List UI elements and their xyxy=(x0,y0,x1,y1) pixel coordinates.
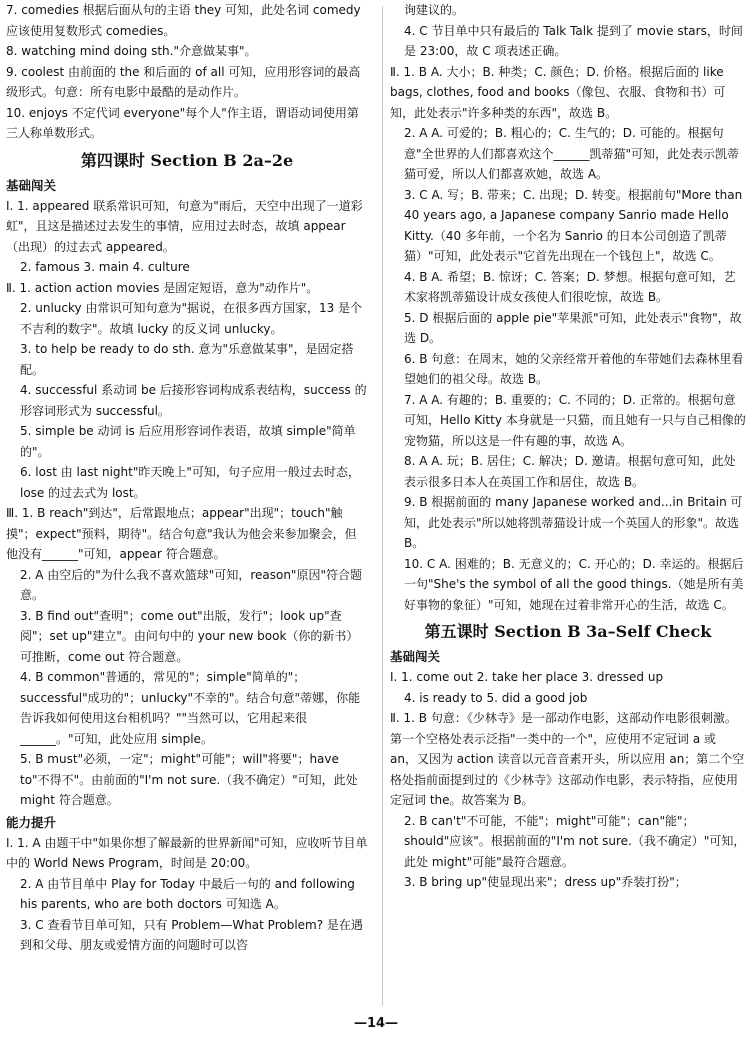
answer-item: 9. B 根据前面的 many Japanese worked and...in Britain 可知，此处表示"所以她将凯蒂猫设计成一个英国人的形象"。故选 B。 xyxy=(404,495,743,550)
lesson-title: 第五课时 Section B 3a–Self Check xyxy=(424,622,712,641)
answer-item: 6. lost 由 last night"昨天晚上"可知，句子应用一般过去时态，lose 的过去式为 lost。 xyxy=(20,465,360,500)
answer-item: 2. A 由节目单中 Play for Today 中最后一句的 and following his parents, who are both doctors 可知选 A。 xyxy=(20,876,355,911)
answer-item: 9. coolest 由前面的 the 和后面的 of all 可知，应用形容词的最高级形式。句意：所有电影中最酷的是动作片。 xyxy=(6,64,361,99)
answer-item: Ⅱ. 1. B 句意：《少林寺》是一部动作电影，这部动作电影很刺激。第一个空格处表示泛指"一类中的一个"，应使用不定冠词 a 或 an，又因为 action 读音以元音音素开头，所以应用 an；第二个空格处指前面提到过的《少林寺》这部动作电影，表示特指，应使用定冠词 the。故答案为 B。 xyxy=(390,711,745,807)
left-column xyxy=(6,0,368,956)
lesson-title: 第四课时 Section B 2a–2e xyxy=(80,150,294,170)
section-heading: 基础闯关 xyxy=(6,177,57,193)
answer-item: 3. C A. 写；B. 带来；C. 出现；D. 转变。根据前句"More than 40 years ago, a Japanese company Sanrio made Hello Kitty.（40 多年前，一个名为 Sanrio 的日本公司创造了凯蒂猫）"可知，此处表示"它首先出现在一个钱包上"，故选 C。 xyxy=(404,187,743,263)
answer-item: Ⅰ. 1. come out 2. take her place 3. dressed up xyxy=(390,670,664,684)
answer-item: 8. A A. 玩；B. 居住；C. 解决；D. 邀请。根据句意可知，此处表示很多日本人在英国工作和居住，故选 B。 xyxy=(404,454,736,489)
column-divider xyxy=(382,6,383,1006)
section-heading: 能力提升 xyxy=(6,814,57,830)
answer-item: 4. C 节目单中只有最后的 Talk Talk 提到了 movie stars，时间是 23:00，故 C 项表述正确。 xyxy=(404,23,743,58)
answer-item: 5. simple be 动词 is 后应用形容词作表语，故填 simple"简单的"。 xyxy=(20,424,356,459)
answer-item: 10. C A. 困难的；B. 无意义的；C. 开心的；D. 幸运的。根据后一句"She's the symbol of all the good things.（她是所有美好事物的象征）"可知，她现在过着非常开心的生活，故选 C。 xyxy=(404,556,744,612)
answer-item: 3. C 查看节目单可知，只有 Problem—What Problem? 是在遇到和父母、朋友或爱情方面的问题时可以咨 xyxy=(20,917,363,952)
answer-item: 2. A A. 可爱的；B. 粗心的；C. 生气的；D. 可能的。根据句意"全世界的人们都喜欢这个______凯蒂猫"可知，此处表示凯蒂猫可爱，所以人们都喜欢她，故选 A。 xyxy=(404,126,740,181)
answer-item: 2. unlucky 由常识可知句意为"据说，在很多西方国家，13 是个不吉利的数字"。故填 lucky 的反义词 unlucky。 xyxy=(20,301,363,336)
answer-item: Ⅰ. 1. A 由题干中"如果你想了解最新的世界新闻"可知，应收听节目单中的 World News Program，时间是 20:00。 xyxy=(6,835,368,870)
answer-item: 2. B can't"不可能，不能"；might"可能"；can"能"；should"应该"。根据前面的"I'm not sure.（我不确定）"可知，此处 might"可能"最符合题意。 xyxy=(404,813,746,869)
answer-item: 7. comedies 根据后面从句的主语 they 可知，此处名词 comedy 应该使用复数形式 comedies。 xyxy=(6,3,361,38)
answer-item: Ⅲ. 1. B reach"到达"，后常跟地点；appear"出现"；touch"触摸"；expect"预料，期待"。结合句意"我认为他会来参加聚会，但他没有______"可知，appear 符合题意。 xyxy=(6,506,357,561)
answer-item: 4. successful 系动词 be 后接形容词构成系表结构，success 的形容词形式为 successful。 xyxy=(20,383,367,418)
answer-item: 3. to help be ready to do sth. 意为"乐意做某事"，是固定搭配。 xyxy=(20,342,354,377)
right-column xyxy=(390,0,746,893)
answer-item: Ⅰ. 1. appeared 联系常识可知，句意为"雨后，天空中出现了一道彩虹"，且这是描述过去发生的事情，应用过去时态，故填 appear（出现）的过去式 appeared。 xyxy=(6,198,363,254)
answer-item: 4. B A. 希望；B. 惊讶；C. 答案；D. 梦想。根据句意可知，艺术家将凯蒂猫设计成女孩使人们很吃惊，故选 B。 xyxy=(404,269,736,304)
answer-item: Ⅱ. 1. action action movies 是固定短语，意为"动作片"。 xyxy=(6,280,319,295)
answer-item: 询建议的。 xyxy=(404,3,465,17)
answer-item: 6. B 句意：在周末，她的父亲经常开着他的车带她们去森林里看望她们的祖父母。故选 B。 xyxy=(404,351,744,386)
answer-item: 5. D 根据后面的 apple pie"苹果派"可知，此处表示"食物"，故选 D。 xyxy=(404,310,742,345)
answer-item: 7. A A. 有趣的；B. 重要的；C. 不同的；D. 正常的。根据句意可知，Hello Kitty 本身就是一只猫，而且她有一只与自己相像的宠物猫，所以这是一件有趣的事，故选 A。 xyxy=(404,392,746,448)
answer-item: Ⅱ. 1. B A. 大小；B. 种类；C. 颜色；D. 价格。根据后面的 like bags, clothes, food and books（像包、衣服、食物和书）可知，此处表示"许多种类的东西"，故选 B。 xyxy=(390,64,726,120)
answer-item: 2. famous 3. main 4. culture xyxy=(20,260,190,274)
answer-item: 5. B must"必须，一定"；might"可能"；will"将要"；have to"不得不"。由前面的"I'm not sure.（我不确定）"可知，此处 might 符合题意。 xyxy=(20,752,358,807)
answer-item: 4. B common"普通的，常见的"；simple"简单的"；successful"成功的"；unlucky"不幸的"。结合句意"蒂娜，你能告诉我如何使用这台相机吗？""当然可以，它用起来很______。"可知，此处应用 simple。 xyxy=(20,670,361,746)
answer-item: 4. is ready to 5. did a good job xyxy=(404,690,588,705)
answer-item: 2. A 由空后的"为什么我不喜欢篮球"可知，reason"原因"符合题意。 xyxy=(20,567,362,602)
section-heading: 基础闯关 xyxy=(390,649,441,664)
page-number: —14— xyxy=(353,1016,399,1031)
answer-item: 8. watching mind doing sth."介意做某事"。 xyxy=(6,44,257,58)
answer-item: 10. enjoys 不定代词 everyone"每个人"作主语，谓语动词使用第三人称单数形式。 xyxy=(6,105,359,140)
answer-item: 3. B find out"查明"；come out"出版，发行"；look up"查阅"；set up"建立"。由问句中的 your new book（你的新书）可推断，come out 符合题意。 xyxy=(20,608,359,664)
answer-item: 3. B bring up"使显现出来"；dress up"乔装打扮"； xyxy=(404,875,687,889)
